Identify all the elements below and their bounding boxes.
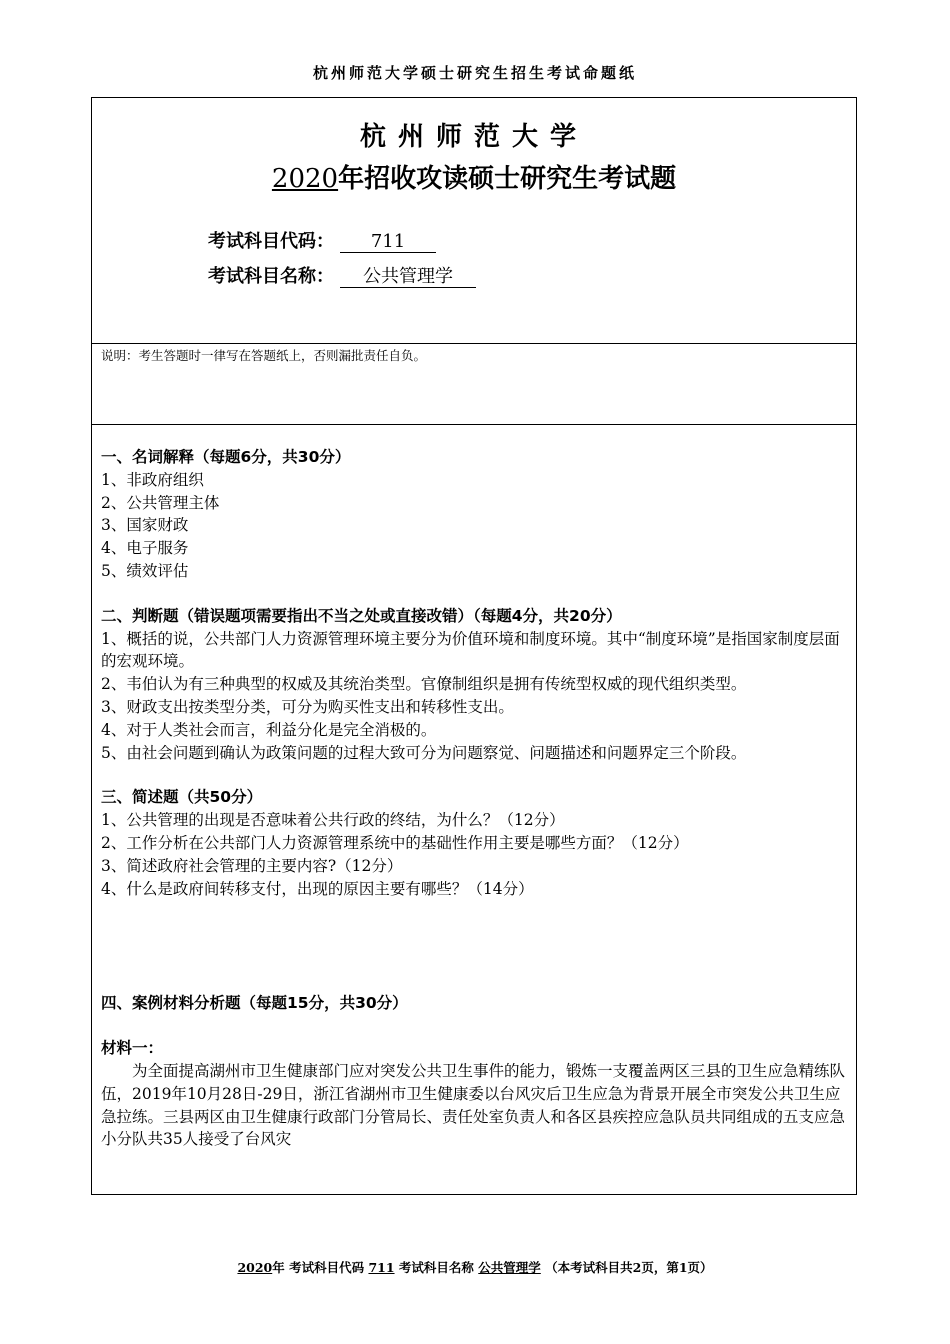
question-item: 4、什么是政府间转移支付，出现的原因主要有哪些？（14分）	[101, 879, 534, 898]
subject-name-value: 公共管理学	[340, 267, 476, 288]
subject-name-label: 考试科目名称：	[208, 266, 334, 287]
question-item: 3、简述政府社会管理的主要内容?（12分）	[101, 856, 403, 875]
footer-name: 公共管理学	[478, 1260, 541, 1275]
exam-title-text: 年招收攻读硕士研究生考试题	[338, 164, 677, 194]
footer-name-label: 考试科目名称	[398, 1260, 474, 1275]
material-label: 材料一：	[101, 1039, 164, 1058]
footer-year: 2020	[237, 1260, 273, 1275]
instructions-note: 说明：考生答题时一律写在答题纸上，否则漏批责任自负。	[101, 348, 427, 363]
question-item: 5、绩效评估	[101, 561, 189, 580]
question-item: 1、概括的说，公共部门人力资源管理环境主要分为价值环境和制度环境。其中“制度环境”是指国家制度层面的宏观环境。	[101, 629, 840, 671]
instructions-block	[92, 344, 856, 425]
material-text: 为全面提高湖州市卫生健康部门应对突发公共卫生事件的能力，锻炼一支覆盖两区三县的卫生应急精练队伍，2019年10月28日-29日，浙江省湖州市卫生健康委以台风灾后卫生应急为背景开展全市突发公共卫生应急拉练。三县两区由卫生健康行政部门分管局长、责任处室负责人和各区县疾控应急队员共同组成的五支应急小分队共35人接受了台风灾	[101, 1061, 846, 1149]
question-item: 2、公共管理主体	[101, 493, 220, 512]
questions-content	[101, 446, 851, 1151]
section-heading: 三、简述题（共50分）	[101, 788, 263, 807]
footer-pages: （本考试科目共2页，第1页）	[545, 1260, 713, 1275]
question-item: 3、国家财政	[101, 516, 189, 535]
section-heading: 一、名词解释（每题6分，共30分）	[101, 448, 351, 466]
exam-title	[92, 158, 856, 195]
footer-code: 711	[368, 1260, 395, 1275]
question-item: 3、财政支出按类型分类，可分为购买性支出和转移性支出。	[101, 697, 514, 716]
title-block	[92, 98, 856, 344]
section-heading: 四、案例材料分析题（每题15分，共30分）	[101, 994, 408, 1013]
page-footer	[0, 1258, 950, 1276]
subject-code-label: 考试科目代码：	[208, 231, 334, 252]
university-name: 杭州师范大学	[359, 122, 588, 152]
question-item: 4、对于人类社会而言，利益分化是完全消极的。	[101, 720, 437, 739]
question-item: 4、电子服务	[101, 539, 189, 558]
footer-year-suffix: 年 考试科目代码	[272, 1260, 365, 1275]
question-item: 2、韦伯认为有三种典型的权威及其统治类型。官僚制组织是拥有传统型权威的现代组织类型。	[101, 675, 747, 694]
exam-paper-frame	[91, 97, 857, 1195]
question-item: 2、工作分析在公共部门人力资源管理系统中的基础性作用主要是哪些方面？（12分）	[101, 833, 689, 852]
subject-name-row	[208, 262, 476, 288]
question-item: 1、非政府组织	[101, 470, 204, 489]
question-item: 1、公共管理的出现是否意味着公共行政的终结，为什么？（12分）	[101, 811, 565, 830]
question-item: 5、由社会问题到确认为政策问题的过程大致可分为问题察觉、问题描述和问题界定三个阶段。	[101, 743, 747, 762]
subject-code-value: 711	[340, 232, 436, 253]
exam-year: 2020	[271, 164, 339, 194]
page-header: 杭州师范大学硕士研究生招生考试命题纸	[312, 64, 637, 82]
subject-code-row	[208, 227, 436, 253]
section-heading: 二、判断题（错误题项需要指出不当之处或直接改错）（每题4分，共20分）	[101, 606, 622, 625]
